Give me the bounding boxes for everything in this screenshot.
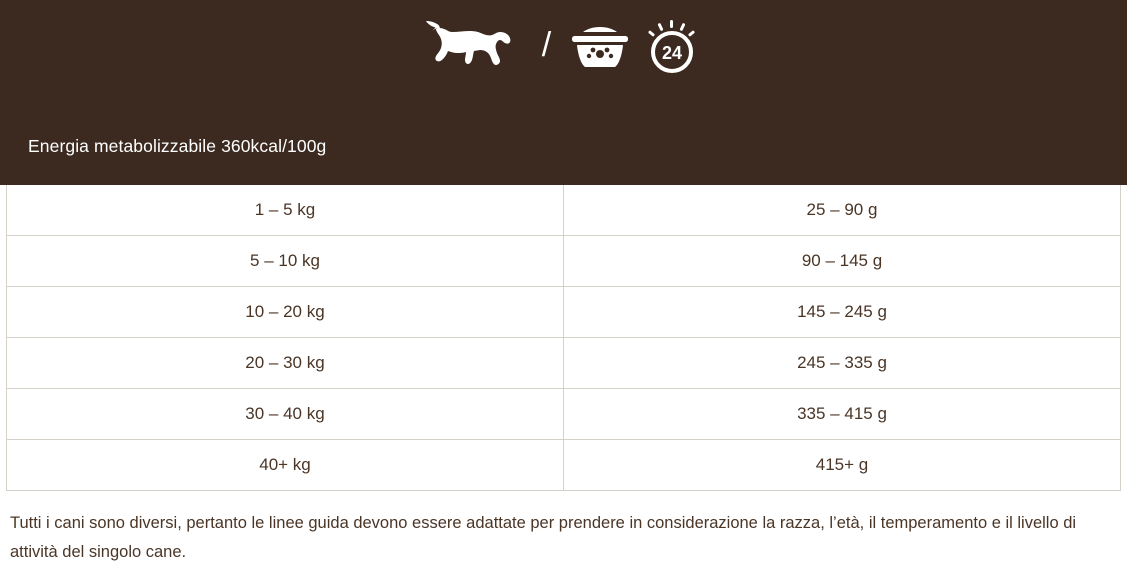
weight-cell: 1 – 5 kg [7,185,564,236]
running-dog-icon [426,19,522,75]
table-row [7,440,1121,491]
feeding-table-body [7,185,1121,491]
weight-cell: 30 – 40 kg [7,389,564,440]
weight-cell: 40+ kg [7,440,564,491]
energy-text: Energia metabolizzabile 360kcal/100g [28,136,327,156]
amount-cell: 415+ g [564,440,1121,491]
amount-cell: 335 – 415 g [564,389,1121,440]
amount-cell: 245 – 335 g [564,338,1121,389]
amount-cell: 90 – 145 g [564,236,1121,287]
table-row [7,338,1121,389]
header-panel [0,0,1127,185]
amount-cell: 145 – 245 g [564,287,1121,338]
table-row [7,236,1121,287]
table-row [7,287,1121,338]
weight-cell: 20 – 30 kg [7,338,564,389]
feeding-table [6,185,1121,491]
footer-note: Tutti i cani sono diversi, pertanto le linee guida devono essere adattate per prendere in considerazione la razza, l’età, il temperamento e il livello di attività del singolo cane. [10,514,1077,561]
weight-cell: 5 – 10 kg [7,236,564,287]
clock-label: 24 [662,43,683,63]
icon-row [0,0,1127,72]
24-hour-clock-icon [643,20,701,74]
table-row [7,389,1121,440]
weight-cell: 10 – 20 kg [7,287,564,338]
slash-separator: / [541,26,552,64]
table-row [7,185,1121,236]
amount-cell: 25 – 90 g [564,185,1121,236]
food-bowl-icon [571,21,629,73]
